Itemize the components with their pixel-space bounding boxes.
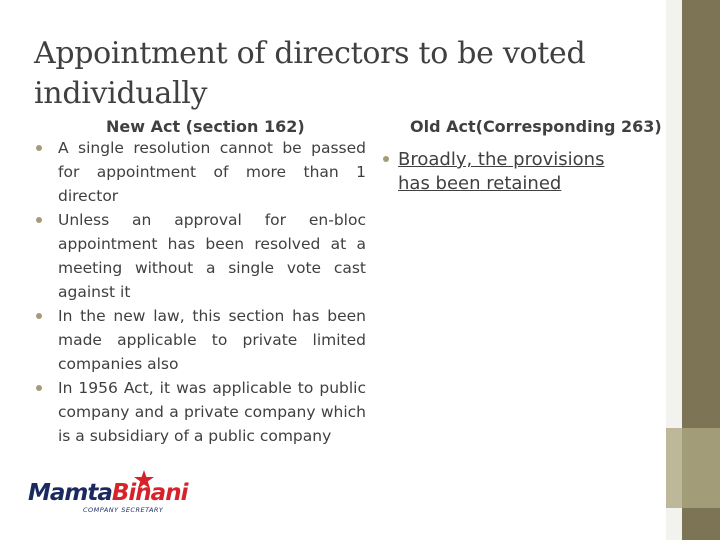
left-bullet-item: A single resolution cannot be passed for appointment of more than 1 director — [56, 136, 366, 208]
left-bullet-item: In 1956 Act, it was applicable to public company and a private company which is a subsidiary of a public company — [56, 376, 366, 448]
logo-wordmark — [28, 480, 187, 506]
right-column-heading: Old Act(Corresponding 263) — [410, 117, 662, 136]
left-column-heading: New Act (section 162) — [106, 117, 305, 136]
left-bullet-item: Unless an approval for en-bloc appointment has been resolved at a meeting without a single vote cast against it — [56, 208, 366, 304]
right-bullet-item: Broadly, the provisions has been retained — [398, 148, 638, 196]
logo-name-part2: Binani — [111, 480, 188, 506]
logo-name-part1: Mamta — [28, 480, 112, 506]
logo-tagline: COMPANY SECRETARY — [83, 506, 164, 514]
company-logo — [28, 470, 208, 520]
left-bullet-list — [56, 136, 366, 448]
sidebar-accent-block-dark — [682, 428, 720, 508]
left-bullet-item: In the new law, this section has been made applicable to private limited companies also — [56, 304, 366, 376]
slide-title: Appointment of directors to be voted individually — [34, 36, 586, 111]
right-bullet-list — [398, 148, 638, 196]
